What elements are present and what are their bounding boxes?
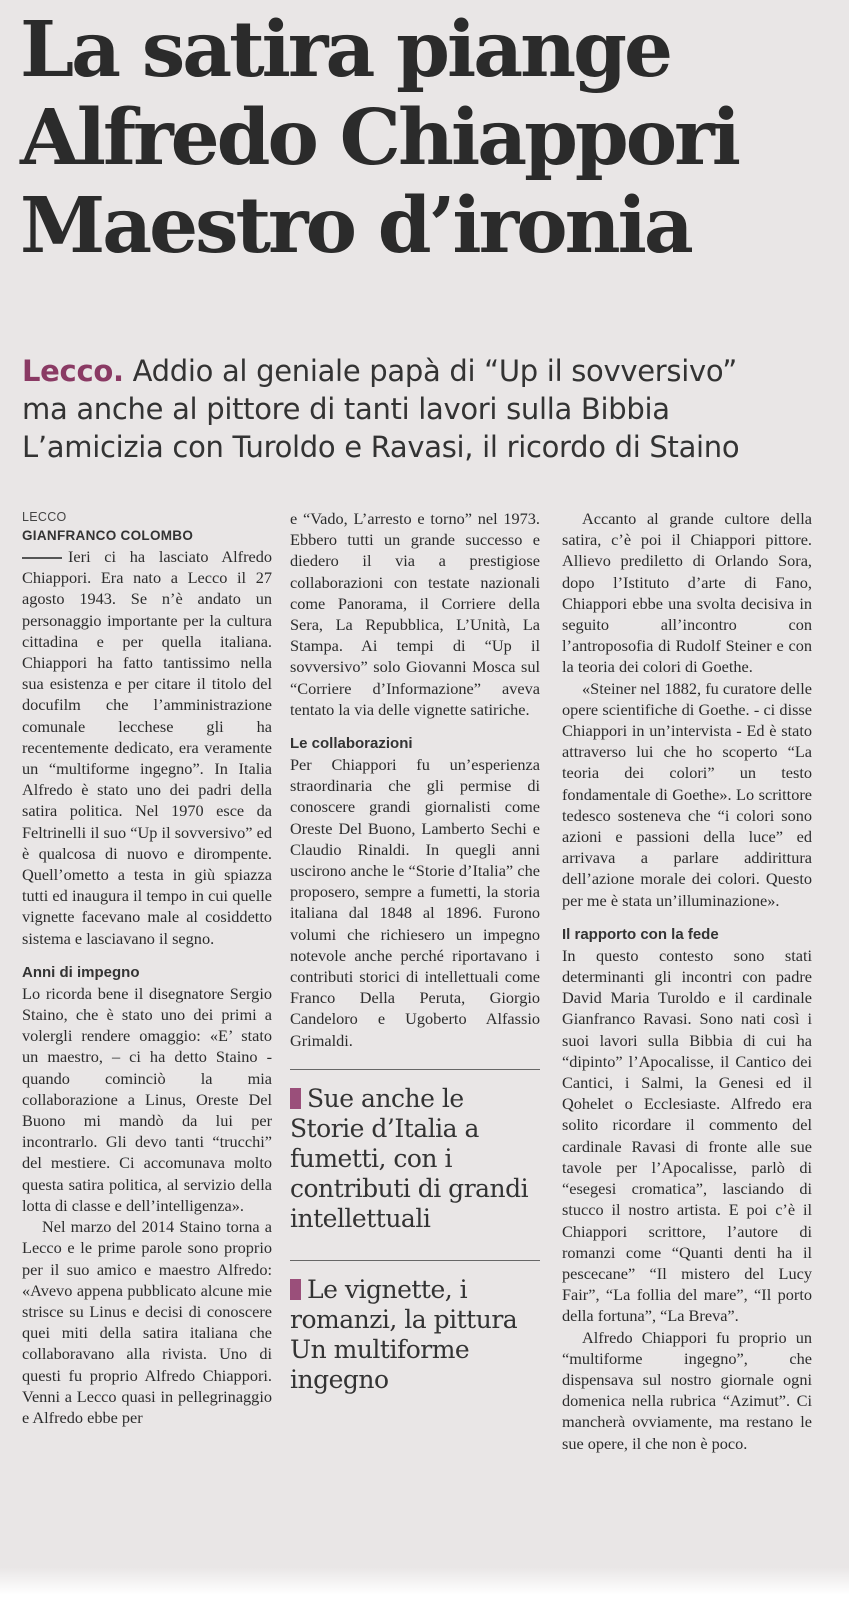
subhead-line-2: ma anche al pittore di tanti lavori sulla Bibbia — [22, 392, 670, 426]
paragraph: Accanto al grande cultore della satira, c’è poi il Chiappori pittore. Allievo prediletto di Orlando Sora, dopo l’Istituto d’arte di Fano, Chiappori ebbe una svolta decisiva in seguito all’incontro con l’antroposofia di Rudolf Steiner e con la teoria dei colori di Goethe. — [562, 509, 812, 677]
article-column-3 — [562, 508, 812, 1454]
paragraph-text: Ieri ci ha lasciato Alfredo Chiappori. Era nato a Lecco il 27 agosto 1943. Se n’è andato un personaggio importante per la cultura cittadina e per quella italiana. Chiappori ha fatto tantissimo nella sua esistenza e per citare il titolo del docufilm che l’amministrazione comunale lecchese gli ha recentemente dedicato, era veramente un “multiforme ingegno”. In Italia Alfredo è stato uno dei padri della satira politica. Nel 1970 esce da Feltrinelli il suo “Up il sovversivo” ed è qualcosa di nuovo e dirompente. Quell’ometto a testa in giù spiazza tutti ed inaugura il tempo in cui quelle vignette facevano male al cosiddetto sistema e lasciavano il segno. — [22, 547, 272, 948]
section-heading: Anni di impegno — [22, 963, 140, 981]
lead-rule — [22, 557, 62, 559]
pull-quote-text: Le vignette, i romanzi, la pittura Un multiforme ingegno — [290, 1274, 518, 1394]
subhead-line-1-text: Addio al geniale papà di “Up il sovversivo” — [123, 354, 737, 388]
pull-quote-text: Sue anche le Storie d’Italia a fumetti, con i contributi di grandi intellettuali — [290, 1083, 529, 1233]
section-heading: Le collaborazioni — [290, 735, 413, 753]
author-byline: GIANFRANCO COLOMBO — [22, 528, 194, 543]
headline — [20, 6, 830, 270]
paragraph: Per Chiappori fu un’esperienza straordinaria che gli permise di conoscere grandi giornalisti come Oreste Del Buono, Lamberto Sechi e Claudio Rinaldi. In quegli anni uscirono anche le “Storie d’Italia” che proposero, sempre a fumetti, la storia italiana dal 1848 al 1896. Furono volumi che richiesero un impegno notevole anche perché riportavano i contributi storici di intellettuali come Franco Della Peruta, Giorgio Candeloro e Ugoberto Alfassio Grimaldi. — [290, 755, 540, 1050]
dateline-city: Lecco. — [22, 354, 124, 388]
paragraph — [22, 546, 272, 949]
article-column-2 — [290, 508, 540, 1395]
paragraph: Nel marzo del 2014 Staino torna a Lecco e le prime parole sono proprio per il suo amico e maestro Alfredo: «Avevo appena pubblicato alcune mie strisce su Linus e decisi di conoscere quei miti della satira italiana che collaboravano alla rivista. Uno di questi fu proprio Alfredo Chiappori. Venni a Lecco quasi in pellegrinaggio e Alfredo ebbe per — [22, 1217, 272, 1427]
quote-marker — [290, 1279, 301, 1300]
paragraph: Alfredo Chiappori fu proprio un “multiforme ingegno”, che dispensava sul nostro giornale ogni domenica nella rubrica “Azimut”. Ci mancherà ovviamente, ma restano le sue opere, il che non è poco. — [562, 1327, 812, 1453]
pull-quote — [290, 1260, 540, 1395]
quote-marker — [290, 1088, 301, 1109]
subhead-line-3: L’amicizia con Turoldo e Ravasi, il ricordo di Staino — [22, 430, 740, 464]
paragraph: e “Vado, L’arresto e torno” nel 1973. Ebbero tutti un grande successo e diedero il via a prestigiose collaborazioni con testate nazionali come Panorama, il Corriere della Sera, La Repubblica, L’Unità, La Stampa. Ai tempi di “Up il sovversivo” solo Giovanni Mosca sul “Corriere d’Informazione” aveva tentato la via delle vignette satiriche. — [290, 509, 540, 719]
paragraph: «Steiner nel 1882, fu curatore delle opere scientifiche di Goethe. - ci disse Chiappori in un’intervista - Ed è stato attraverso lui che ho scoperto “La teoria dei colori” un testo fondamentale di Goethe». Lo scrittore tedesco sosteneva che “i colori sono azioni e passioni della luce” ed arrivava a parlare addirittura dell’azione morale dei colori. Questo per me è stata un’illuminazione». — [562, 678, 812, 910]
paragraph: Lo ricorda bene il disegnatore Sergio Staino, che è stato uno dei primi a volergli rendere omaggio: «E’ stato un maestro, – ci ha detto Staino - quando cominciò la mia collaborazione a Linus, Oreste Del Buono mi mandò da lui per incontrarlo. Gli devo tanti “trucchi” del mestiere. Ci accomunava molto questa satira politica, al servizio della lotta di classe e dell’intelligenza». — [22, 983, 272, 1215]
pull-quote — [290, 1069, 540, 1234]
subheadline — [22, 352, 832, 466]
section-heading: Il rapporto con la fede — [562, 925, 719, 943]
article-column-1 — [22, 508, 272, 1428]
location-kicker: LECCO — [22, 510, 67, 524]
subhead-line-1 — [22, 352, 832, 390]
headline-line-2: Alfredo Chiappori — [20, 93, 738, 183]
headline-line-1: La satira piange — [20, 5, 670, 95]
headline-line-3: Maestro d’ironia — [20, 181, 691, 271]
paragraph: In questo contesto sono stati determinanti gli incontri con padre David Maria Turoldo e il cardinale Gianfranco Ravasi. Sono nati così i suoi lavori sulla Bibbia di cui ha “dipinto” l’Apocalisse, il Cantico dei Cantici, i Salmi, la Genesi ed il Qohelet o Ecclesiaste. Alfredo era solito ricordare il commento del cardinale Ravasi di fronte alle sue tavole per l’Apocalisse, parlò di “esegesi cromatica”, lasciando di stucco il nostro artista. E poi c’è il Chiappori scrittore, l’autore di romanzi come “Quanti denti ha il pescecane” “Il mistero del Lucy Fair”, “La follia del mare”, “Il porto della fortuna”, “La Breva”. — [562, 945, 812, 1326]
